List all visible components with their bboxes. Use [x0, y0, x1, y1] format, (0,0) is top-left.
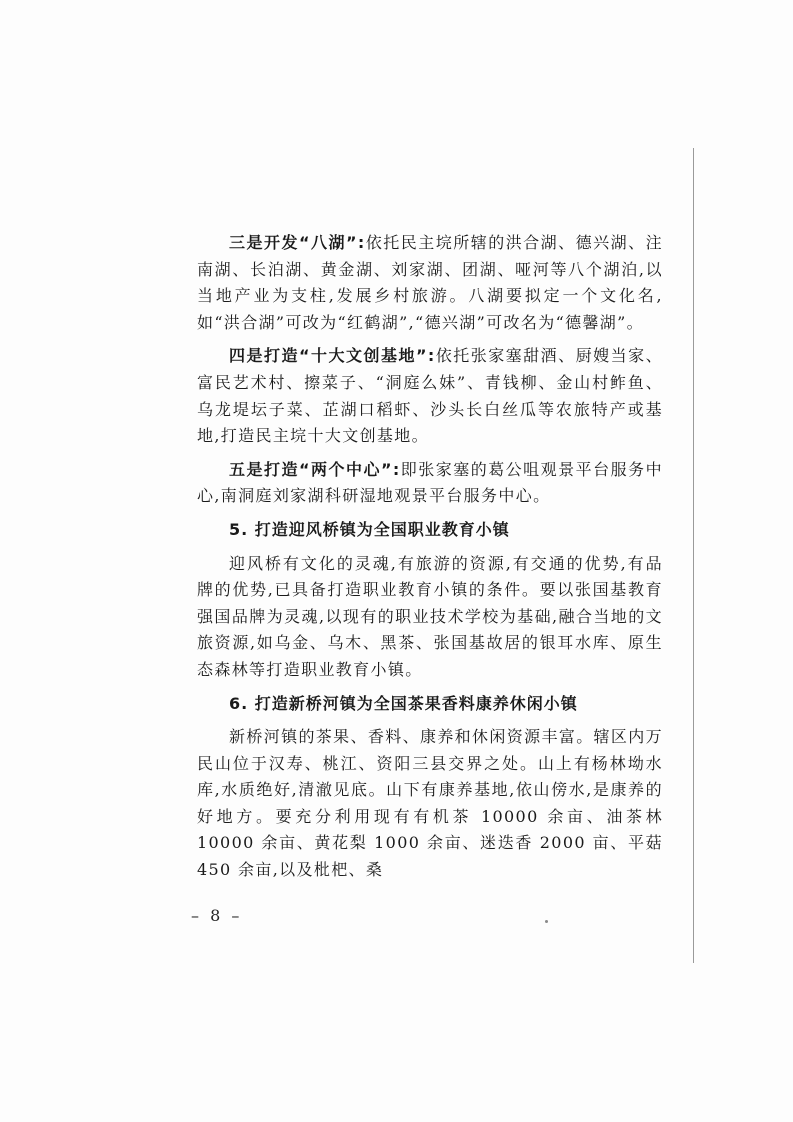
section-heading-5: 5. 打造迎风桥镇为全国职业教育小镇 [229, 519, 510, 539]
paragraph-two-centers [197, 457, 663, 510]
paragraph-text: 即张家塞的葛公咀观景平台服务中心,南洞庭刘家湖科研湿地观景平台服务中心。 [197, 459, 663, 506]
page-edge-line [693, 148, 694, 963]
paragraph-eight-lakes [197, 230, 663, 336]
page-number: – 8 – [191, 906, 243, 925]
paragraph-ten-bases [197, 343, 663, 449]
scan-speck [545, 920, 548, 923]
paragraph-text: 依托民主垸所辖的洪合湖、德兴湖、注南湖、长泊湖、黄金湖、刘家湖、团湖、哑河等八个湖泊,以当地产业为支柱,发展乡村旅游。八湖要拟定一个文化名,如“洪合湖”可改为“红鹤湖”,“德兴湖”可改名为“德馨湖”。 [197, 233, 663, 332]
document-body [197, 230, 663, 884]
paragraph-lead: 五是打造“两个中心”: [229, 459, 401, 479]
paragraph-text: 依托张家塞甜酒、厨嫂当家、富民艺术村、擦菜子、“洞庭么妹”、青钱柳、金山村鲊鱼、乌龙堤坛子菜、芷湖口稻虾、沙头长白丝瓜等农旅特产或基地,打造民主垸十大文创基地。 [197, 346, 663, 446]
paragraph-yingfengqiao: 迎风桥有文化的灵魂,有旅游的资源,有交通的优势,有品牌的优势,已具备打造职业教育小镇的条件。要以张国基教育强国品牌为灵魂,以现有的职业技术学校为基础,融合当地的文旅资源,如乌金、乌木、黑茶、张国基故居的银耳水库、原生态森林等打造职业教育小镇。 [197, 553, 663, 679]
section-heading-6: 6. 打造新桥河镇为全国茶果香料康养休闲小镇 [229, 693, 578, 713]
paragraph-lead: 四是打造“十大文创基地”: [229, 346, 436, 366]
paragraph-lead: 三是开发“八湖”: [229, 233, 366, 252]
paragraph-xinqiaohe: 新桥河镇的茶果、香料、康养和休闲资源丰富。辖区内万民山位于汉寿、桃江、资阳三县交界之处。山上有杨林坳水库,水质绝好,清澈见底。山下有康养基地,依山傍水,是康养的好地方。要充分利用现有有机茶 10000 余亩、油茶林 10000 余亩、黄花梨 1000 余亩、迷迭香 2000 亩、平菇 450 余亩,以及枇杷、桑 [197, 727, 663, 880]
